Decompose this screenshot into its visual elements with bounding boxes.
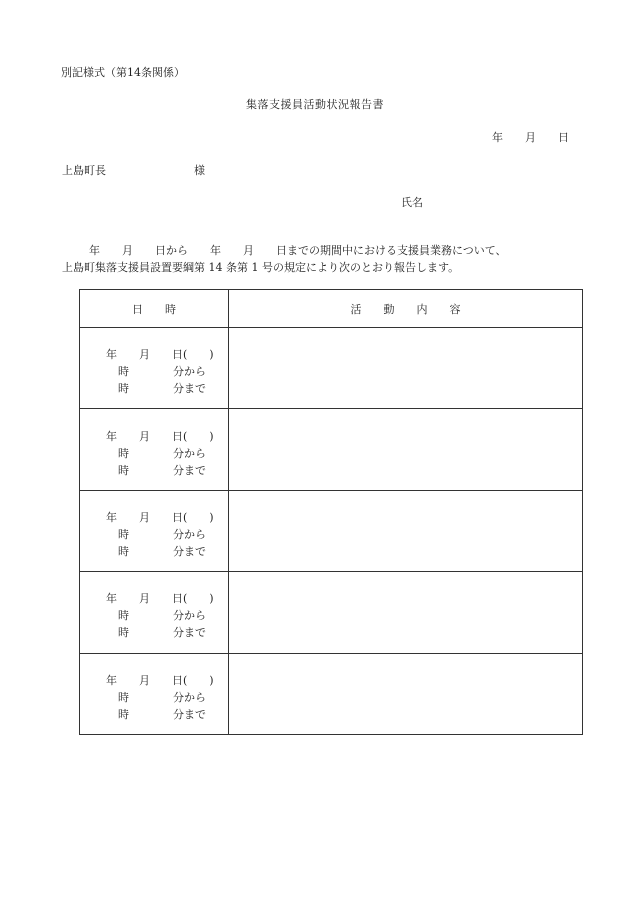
document-title: 集落支援員活動状況報告書 — [246, 98, 384, 111]
statement-line-2: 上島町集落支援員設置要綱第 14 条第 1 号の規定により次のとおり報告します。 — [62, 261, 460, 274]
start-time-field: 時 分から — [118, 365, 206, 379]
datetime-cell[interactable] — [80, 653, 229, 734]
honorific: 様 — [194, 164, 205, 177]
end-time-field: 時 分まで — [118, 626, 206, 640]
date-field: 年 月 日( ) — [106, 429, 214, 443]
table-row — [80, 653, 583, 734]
activity-content-cell[interactable] — [229, 409, 583, 490]
datetime-cell[interactable] — [80, 572, 229, 653]
table-row — [80, 328, 583, 409]
activity-content-cell[interactable] — [229, 653, 583, 734]
name-label: 氏名 — [401, 196, 423, 209]
date-field: 年 月 日( ) — [106, 510, 214, 524]
addressee: 上島町長 — [62, 164, 106, 177]
date-field: 年 月 日( ) — [106, 673, 214, 687]
start-time-field: 時 分から — [118, 446, 206, 460]
statement-line-1: 年 月 日から 年 月 日までの期間中における支援員業務について、 — [89, 244, 507, 257]
datetime-cell[interactable] — [80, 328, 229, 409]
activity-content-cell[interactable] — [229, 572, 583, 653]
table-row — [80, 572, 583, 653]
report-statement — [62, 242, 587, 276]
table-header-row — [80, 290, 583, 328]
start-time-field: 時 分から — [118, 527, 206, 541]
datetime-cell[interactable] — [80, 490, 229, 571]
report-date-line: 年 月 日 — [492, 131, 569, 144]
form-identifier: 別記様式（第14条関係） — [61, 66, 185, 79]
table-row — [80, 490, 583, 571]
datetime-cell[interactable] — [80, 409, 229, 490]
date-field: 年 月 日( ) — [106, 592, 214, 606]
date-field: 年 月 日( ) — [106, 348, 214, 362]
activity-content-cell[interactable] — [229, 490, 583, 571]
activity-log-table — [79, 289, 583, 735]
start-time-field: 時 分から — [118, 690, 206, 704]
end-time-field: 時 分まで — [118, 707, 206, 721]
start-time-field: 時 分から — [118, 609, 206, 623]
column-header-datetime: 日 時 — [80, 290, 229, 328]
end-time-field: 時 分まで — [118, 463, 206, 477]
end-time-field: 時 分まで — [118, 382, 206, 396]
column-header-activity: 活 動 内 容 — [229, 290, 583, 328]
end-time-field: 時 分まで — [118, 544, 206, 558]
table-row — [80, 409, 583, 490]
activity-content-cell[interactable] — [229, 328, 583, 409]
